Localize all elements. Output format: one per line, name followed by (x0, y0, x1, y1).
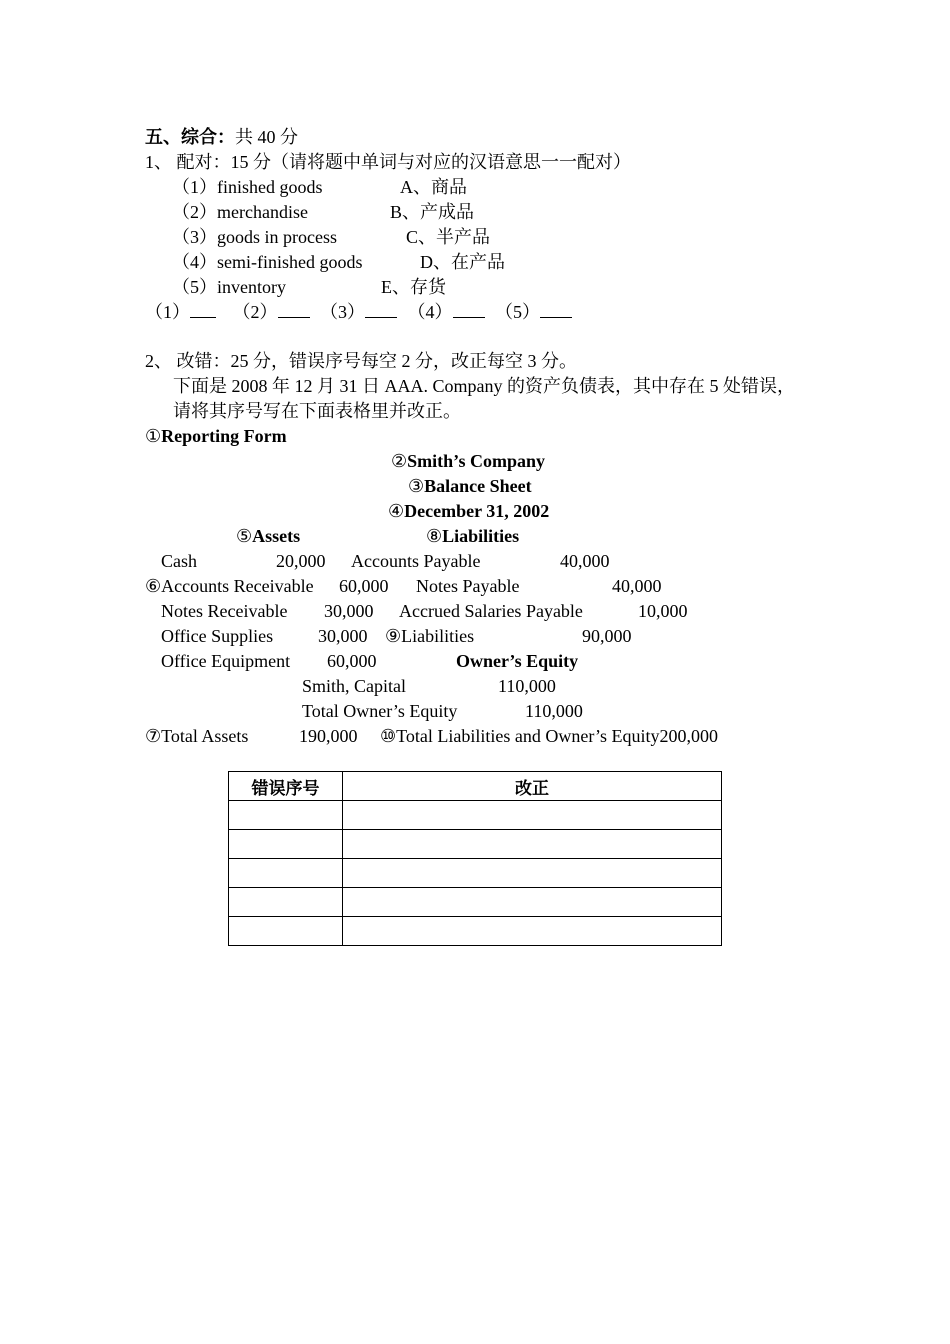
sheet-date: ④December 31, 2002 (388, 501, 550, 521)
q2-desc-2: 请将其序号写在下面表格里并改正。 (173, 401, 461, 421)
answer-blank-4[interactable] (453, 301, 485, 318)
capital-label: Smith, Capital (302, 676, 407, 696)
correction-cell[interactable] (343, 830, 722, 859)
correction-cell[interactable] (343, 888, 722, 917)
match-left-3: （3）goods in process (172, 227, 337, 247)
table-row (229, 801, 722, 830)
q1-heading: 1、 配对：15 分（请将题中单词与对应的汉语意思一一配对） (145, 152, 631, 172)
table-header-row (229, 772, 722, 801)
liab-total-label: ⑨Liabilities (385, 626, 475, 646)
asp-label: Accrued Salaries Payable (399, 601, 583, 621)
match-right-5: E、存货 (381, 277, 446, 297)
cash-value: 20,000 (276, 551, 326, 571)
error-number-cell[interactable] (229, 888, 343, 917)
table-row (229, 830, 722, 859)
cash-label: Cash (161, 551, 197, 571)
q2-heading: 2、 改错：25 分，错误序号每空 2 分，改正每空 3 分。 (145, 351, 577, 371)
correction-cell[interactable] (343, 859, 722, 888)
toe-label: Total Owner’s Equity (302, 701, 458, 721)
correction-table (228, 771, 722, 946)
col-correction: 改正 (343, 772, 722, 801)
correction-cell[interactable] (343, 801, 722, 830)
assets-heading: ⑤Assets (236, 526, 301, 546)
answer-blank-1[interactable] (190, 301, 216, 318)
owners-equity-heading: Owner’s Equity (456, 651, 579, 671)
ap-label: Accounts Payable (351, 551, 481, 571)
match-left-5: （5）inventory (172, 277, 286, 297)
table-row (229, 917, 722, 946)
ar-label: ⑥Accounts Receivable (145, 576, 314, 596)
ar-value: 60,000 (339, 576, 389, 596)
match-right-4: D、在产品 (420, 252, 505, 272)
sheet-title: ③Balance Sheet (408, 476, 532, 496)
error-number-cell[interactable] (229, 801, 343, 830)
match-right-1: A、商品 (400, 177, 467, 197)
capital-value: 110,000 (498, 676, 556, 696)
os-label: Office Supplies (161, 626, 274, 646)
oe-value: 60,000 (327, 651, 377, 671)
answer-blank-2[interactable] (278, 301, 310, 318)
match-left-2: （2）merchandise (172, 202, 308, 222)
nr-label: Notes Receivable (161, 601, 288, 621)
nr-value: 30,000 (324, 601, 374, 621)
total-le-label: ⑩Total Liabilities and Owner’s Equity200,000 (380, 726, 718, 746)
table-row (229, 859, 722, 888)
error-number-cell[interactable] (229, 830, 343, 859)
liabilities-heading: ⑧Liabilities (426, 526, 520, 546)
error-number-cell[interactable] (229, 859, 343, 888)
match-left-4: （4）semi-finished goods (172, 252, 363, 272)
col-error-number: 错误序号 (229, 772, 343, 801)
match-right-2: B、产成品 (390, 202, 475, 222)
match-right-3: C、半产品 (406, 227, 491, 247)
reporting-form: ①Reporting Form (145, 426, 287, 446)
error-number-cell[interactable] (229, 917, 343, 946)
answer-blank-3[interactable] (365, 301, 397, 318)
q2-desc-1: 下面是 2008 年 12 月 31 日 AAA. Company 的资产负债表，其中存在 5 处错误， (173, 376, 795, 396)
total-assets-value: 190,000 (299, 726, 358, 746)
np-label: Notes Payable (416, 576, 520, 596)
correction-cell[interactable] (343, 917, 722, 946)
match-left-1: （1）finished goods (172, 177, 323, 197)
toe-value: 110,000 (525, 701, 583, 721)
oe-label: Office Equipment (161, 651, 291, 671)
ap-value: 40,000 (560, 551, 610, 571)
answer-blanks: （1） （2） （3） （4） （5） (145, 301, 572, 323)
np-value: 40,000 (612, 576, 662, 596)
asp-value: 10,000 (638, 601, 688, 621)
liab-total-value: 90,000 (582, 626, 632, 646)
table-row (229, 888, 722, 917)
answer-blank-5[interactable] (540, 301, 572, 318)
os-value: 30,000 (318, 626, 368, 646)
section-title: 五、综合：共 40 分 (145, 127, 298, 147)
company-name: ②Smith’s Company (391, 451, 545, 471)
total-assets-label: ⑦Total Assets (145, 726, 249, 746)
